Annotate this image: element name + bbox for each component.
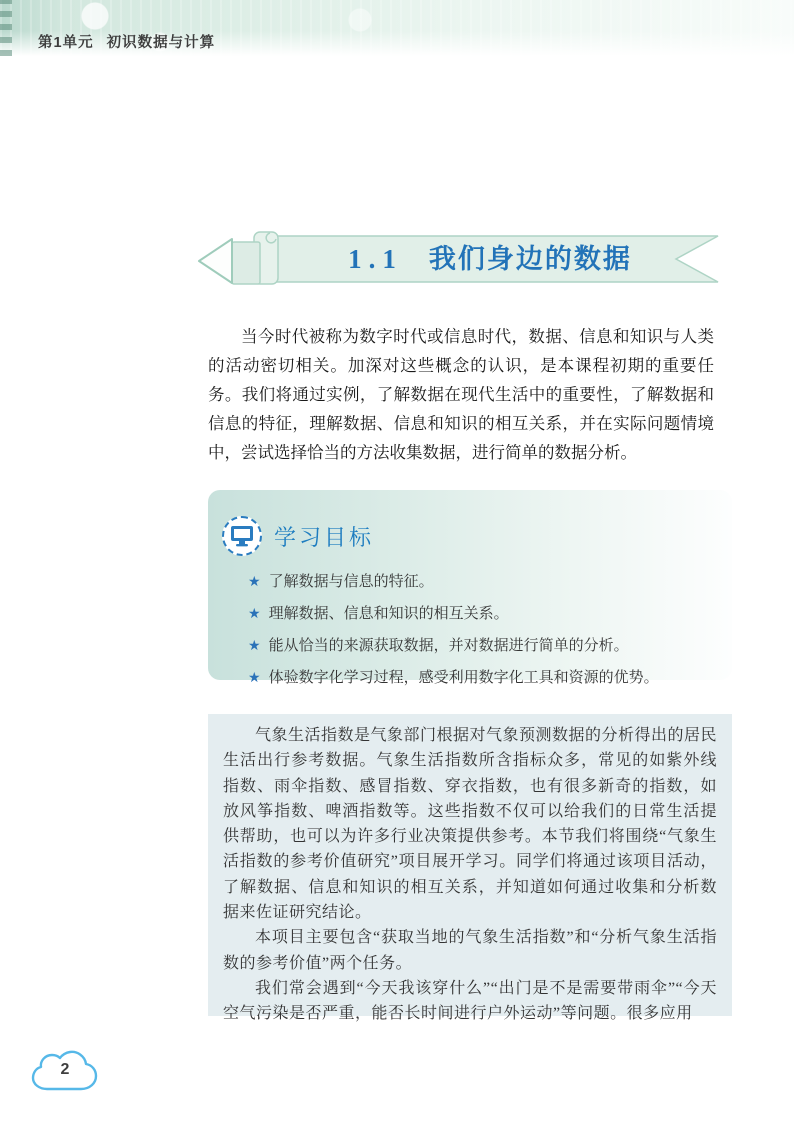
star-icon: ★ bbox=[248, 637, 261, 653]
page-header bbox=[0, 0, 794, 56]
section-banner bbox=[196, 226, 722, 292]
objective-item bbox=[248, 602, 659, 625]
page-number-cloud bbox=[28, 1046, 102, 1096]
objective-text: 体验数字化学习过程，感受利用数字化工具和资源的优势。 bbox=[268, 669, 659, 686]
objective-text: 了解数据与信息的特征。 bbox=[268, 573, 434, 590]
pencil-tip-icon bbox=[199, 239, 232, 283]
ribbon-block bbox=[232, 242, 260, 284]
reading-paragraph: 本项目主要包含“获取当地的气象生活指数”和“分析气象生活指数的参考价值”两个任务。 bbox=[223, 929, 717, 972]
objective-item bbox=[248, 634, 659, 657]
reading-box bbox=[208, 714, 732, 1023]
star-icon: ★ bbox=[248, 669, 261, 685]
monitor-icon bbox=[222, 516, 262, 556]
section-heading bbox=[262, 237, 718, 276]
page-number: 2 bbox=[60, 1061, 70, 1078]
unit-label: 第1单元 bbox=[38, 35, 94, 51]
section-title: 我们身边的数据 bbox=[428, 244, 632, 274]
section-number: 1.1 bbox=[348, 244, 403, 274]
header-text bbox=[38, 31, 215, 52]
star-icon: ★ bbox=[248, 573, 261, 589]
reading-paragraph: 我们常会遇到“今天我该穿什么”“出门是不是需要带雨伞”“今天空气污染是否严重，能否长时间进行户外运动”等问题。很多应用 bbox=[223, 979, 717, 1023]
star-icon: ★ bbox=[248, 605, 261, 621]
objective-text: 能从恰当的来源获取数据，并对数据进行简单的分析。 bbox=[268, 637, 629, 654]
unit-title: 初识数据与计算 bbox=[106, 35, 216, 51]
intro-paragraph: 当今时代被称为数字时代或信息时代，数据、信息和知识与人类的活动密切相关。加深对这些概念的认识，是本课程初期的重要任务。我们将通过实例，了解数据在现代生活中的重要性，了解数据和信息的特征，理解数据、信息和知识的相互关系，并在实际问题情境中，尝试选择恰当的方法收集数据，进行简单的数据分析。 bbox=[208, 327, 714, 462]
objectives-title: 学习目标 bbox=[274, 524, 375, 550]
reading-paragraph: 气象生活指数是气象部门根据对气象预测数据的分析得出的居民生活出行参考数据。气象生活指数所含指标众多，常见的如紫外线指数、雨伞指数、感冒指数、穿衣指数，也有很多新奇的指数，如放风筝指数、啤酒指数等。这些指数不仅可以给我们的日常生活提供帮助，也可以为许多行业决策提供参考。本节我们将围绕“气象生活指数的参考价值研究”项目展开学习。同学们将通过该项目活动，了解数据、信息和知识的相互关系，并知道如何通过收集和分析数据来佐证研究结论。 bbox=[223, 727, 718, 922]
objectives-box bbox=[208, 490, 732, 686]
objective-item bbox=[248, 570, 659, 593]
objectives-header bbox=[222, 516, 374, 556]
objectives-list bbox=[248, 570, 659, 698]
objective-text: 理解数据、信息和知识的相互关系。 bbox=[268, 605, 509, 622]
objective-item bbox=[248, 666, 659, 689]
